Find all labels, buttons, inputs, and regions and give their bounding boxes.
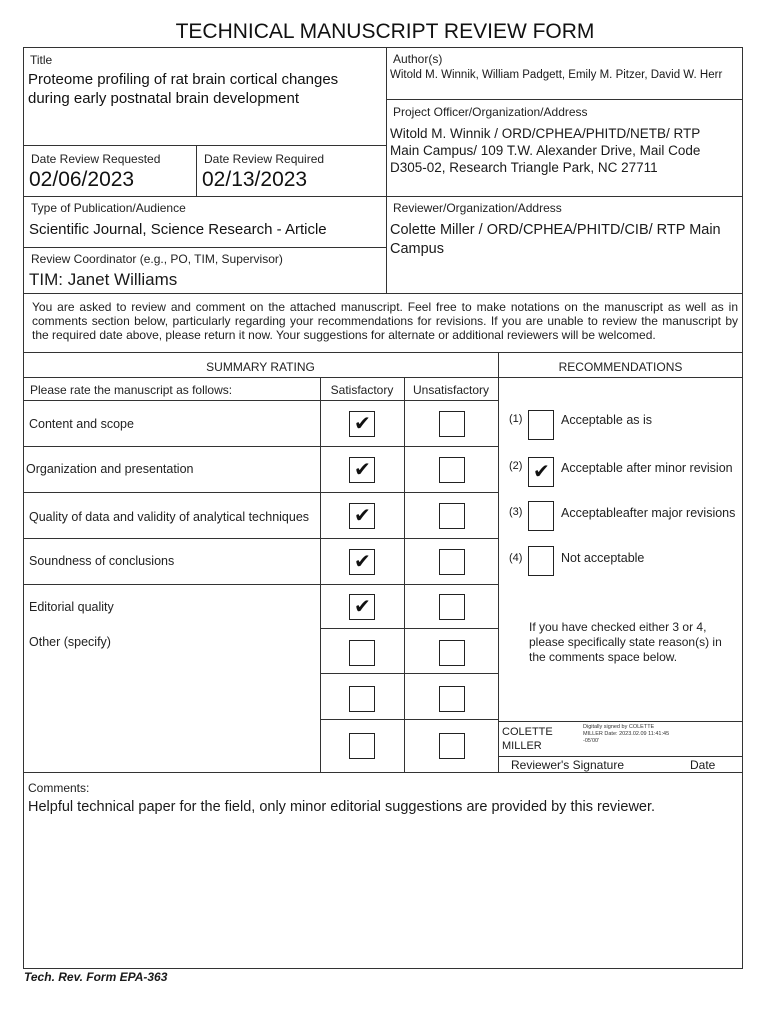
divider-row2: [23, 196, 743, 197]
date-requested-field[interactable]: 02/06/2023: [29, 168, 135, 191]
date-required-field[interactable]: 02/13/2023: [202, 168, 308, 191]
col-unsatisfactory: Unsatisfactory: [412, 383, 490, 397]
divider-authors: [386, 99, 743, 100]
divider-signature-bottom: [498, 756, 743, 757]
check-mark-icon: ✔: [354, 505, 371, 527]
divider-dates-top: [23, 145, 386, 146]
comments-label: Comments:: [28, 781, 90, 795]
recommendation-note: If you have checked either 3 or 4, please specifically state reason(s) in the comments space below.: [529, 620, 722, 664]
satisfactory-checkbox[interactable]: [349, 640, 375, 666]
divider-summary-header: [23, 377, 743, 378]
comments-field[interactable]: Helpful technical paper for the field, only minor editorial suggestions are provided by this reviewer.: [28, 799, 656, 815]
check-mark-icon: ✔: [354, 551, 371, 573]
rating-row-label: Organization and presentation: [26, 462, 194, 476]
title-field[interactable]: Proteome profiling of rat brain cortical changes during early postnatal brain development: [28, 71, 339, 107]
check-mark-icon: ✔: [354, 413, 371, 435]
recommendation-number: (3): [509, 506, 523, 518]
recommendation-label: Acceptableafter major revisions: [561, 506, 736, 520]
recommendation-label: Not acceptable: [561, 551, 645, 565]
col-satisfactory: Satisfactory: [330, 383, 394, 397]
rating-row-divider: [23, 446, 498, 447]
date-required-label: Date Review Required: [204, 152, 325, 166]
divider-dates-mid: [196, 145, 197, 197]
title-label: Title: [30, 53, 53, 67]
unsatisfactory-checkbox[interactable]: [439, 640, 465, 666]
signature-name: COLETTE MILLER: [502, 726, 553, 752]
rating-row-divider: [320, 628, 498, 629]
divider-section-bottom: [23, 772, 743, 773]
rating-row-divider: [320, 719, 498, 720]
unsatisfactory-checkbox[interactable]: [439, 686, 465, 712]
unsatisfactory-checkbox[interactable]: [439, 457, 465, 483]
recommendation-label: Acceptable after minor revision: [561, 461, 733, 475]
publication-label: Type of Publication/Audience: [31, 201, 186, 215]
divider-signature-top: [498, 721, 743, 722]
satisfactory-checkbox[interactable]: [349, 411, 375, 437]
rating-prompt: Please rate the manuscript as follows:: [30, 383, 233, 397]
recommendation-label: Acceptable as is: [561, 413, 653, 427]
divider-summary: [23, 352, 743, 353]
authors-field[interactable]: Witold M. Winnik, William Padgett, Emily M. Pitzer, David W. Herr: [390, 69, 723, 81]
satisfactory-checkbox[interactable]: [349, 686, 375, 712]
recommendations-heading: RECOMMENDATIONS: [558, 360, 683, 374]
recommendation-number: (1): [509, 413, 523, 425]
rating-row-label: Other (specify): [29, 635, 111, 649]
rating-row-divider: [23, 492, 498, 493]
rating-row-label: Quality of data and validity of analytical techniques: [29, 510, 310, 524]
satisfactory-checkbox[interactable]: [349, 594, 375, 620]
recommendation-number: (4): [509, 552, 523, 564]
check-mark-icon: ✔: [533, 461, 550, 483]
authors-label: Author(s): [393, 52, 443, 66]
reviewer-label: Reviewer/Organization/Address: [393, 201, 562, 215]
publication-field[interactable]: Scientific Journal, Science Research - Article: [29, 221, 327, 238]
check-mark-icon: ✔: [354, 596, 371, 618]
divider-ratings-header: [23, 400, 498, 401]
divider-col-unsat: [404, 377, 405, 772]
project-officer-label: Project Officer/Organization/Address: [393, 105, 588, 119]
rating-row-label: Soundness of conclusions: [29, 554, 175, 568]
divider-top-mid: [386, 47, 387, 293]
unsatisfactory-checkbox[interactable]: [439, 733, 465, 759]
recommendation-checkbox[interactable]: [528, 546, 554, 576]
summary-heading: SUMMARY RATING: [206, 360, 315, 374]
form-footer: Tech. Rev. Form EPA-363: [24, 970, 168, 984]
satisfactory-checkbox[interactable]: [349, 549, 375, 575]
coordinator-field[interactable]: TIM: Janet Williams: [29, 270, 178, 289]
date-requested-label: Date Review Requested: [31, 152, 161, 166]
unsatisfactory-checkbox[interactable]: [439, 503, 465, 529]
rating-row-divider: [23, 538, 498, 539]
digital-signature: Digitally signed by COLETTE MILLER Date: 2023.02.09 11:41:45 -05'00': [583, 724, 670, 744]
unsatisfactory-checkbox[interactable]: [439, 549, 465, 575]
rating-row-divider: [23, 584, 498, 585]
divider-instructions: [23, 293, 743, 294]
recommendation-checkbox[interactable]: [528, 501, 554, 531]
recommendation-number: (2): [509, 460, 523, 472]
recommendation-checkbox[interactable]: [528, 457, 554, 487]
satisfactory-checkbox[interactable]: [349, 733, 375, 759]
signature-label: Reviewer's Signature: [511, 758, 625, 772]
unsatisfactory-checkbox[interactable]: [439, 411, 465, 437]
check-mark-icon: ✔: [354, 459, 371, 481]
reviewer-field[interactable]: Colette Miller / ORD/CPHEA/PHITD/CIB/ RTP Main Campus: [390, 222, 721, 257]
divider-coordinator: [23, 247, 386, 248]
project-officer-field[interactable]: Witold M. Winnik / ORD/CPHEA/PHITD/NETB/ RTP Main Campus/ 109 T.W. Alexander Drive, Mail Code D305-02, Research Triangle Park, NC 27711: [390, 126, 701, 175]
rating-row-divider: [320, 673, 498, 674]
signature-date-label: Date: [690, 758, 716, 772]
satisfactory-checkbox[interactable]: [349, 503, 375, 529]
unsatisfactory-checkbox[interactable]: [439, 594, 465, 620]
coordinator-label: Review Coordinator (e.g., PO, TIM, Supervisor): [31, 252, 283, 266]
satisfactory-checkbox[interactable]: [349, 457, 375, 483]
rating-row-label: Editorial quality: [29, 600, 114, 614]
rating-row-label: Content and scope: [29, 417, 134, 431]
divider-rec-left: [498, 352, 499, 772]
recommendation-checkbox[interactable]: [528, 410, 554, 440]
divider-col-sat: [320, 377, 321, 772]
form-heading: TECHNICAL MANUSCRIPT REVIEW FORM: [175, 20, 595, 43]
instructions-text: You are asked to review and comment on the attached manuscript. Feel free to make notations on the manuscript as well as in comments section below, particularly regarding your recommendations for revisions. If you are unable to review the manuscript by the required date above, please return it now. Your suggestions for alternate or additional reviewers will be welcomed.: [32, 300, 738, 342]
